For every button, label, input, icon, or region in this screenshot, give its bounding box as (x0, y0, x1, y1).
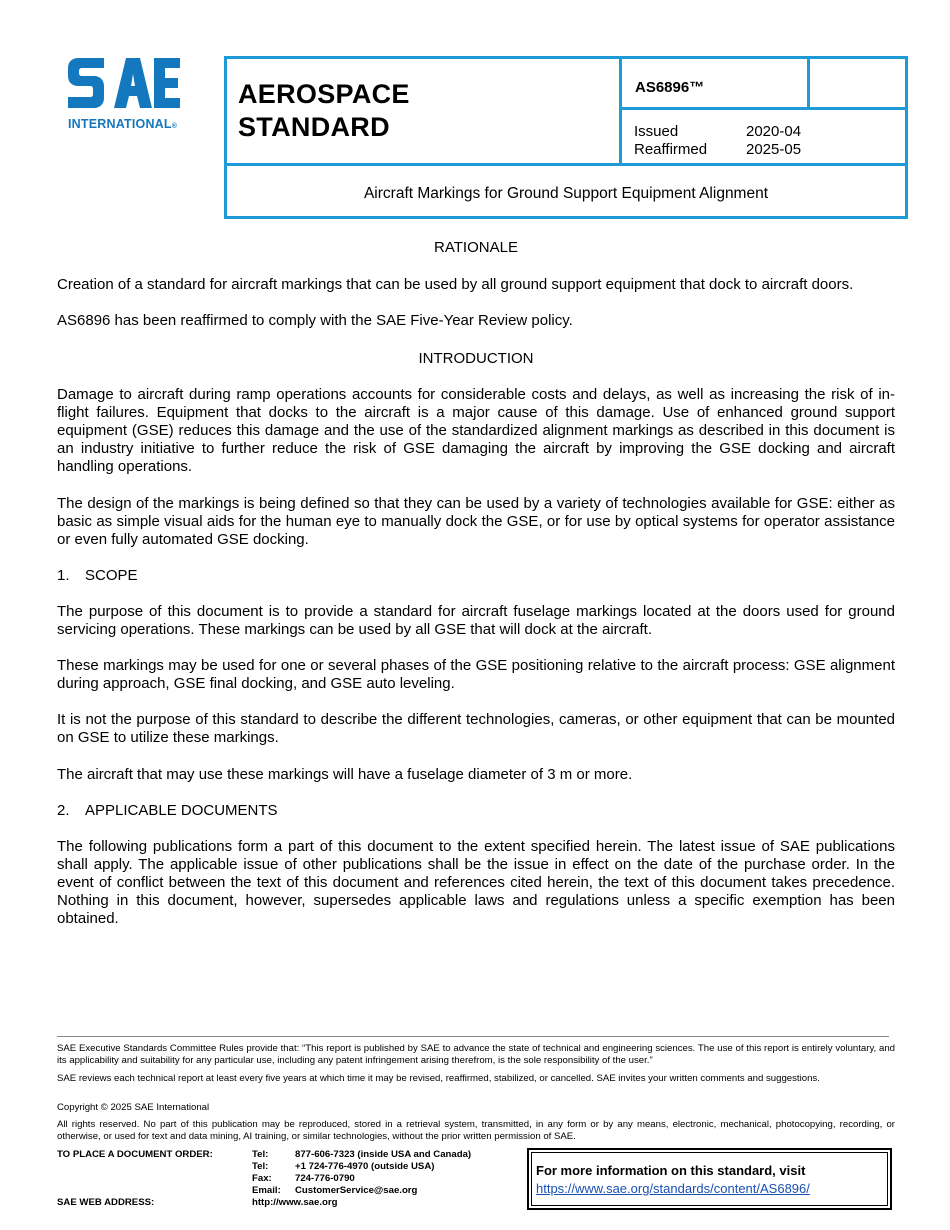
rationale-heading: RATIONALE (434, 239, 518, 256)
scope-paragraph: These markings may be used for one or several phases of the GSE positioning relative to the aircraft process: GSE alignment during approach, GSE final docking, and GSE auto leveling. (57, 657, 895, 692)
sae-logo (66, 54, 190, 134)
footer-rights-text: All rights reserved. No part of this publication may be reproduced, stored in a retrieval system, transmitted, in any form or by any means, electronic, mechanical, photocopying, recording, or otherwise, or used for text and data mining, AI training, or similar technologies, without the prior written permission of SAE. (57, 1119, 895, 1142)
sae-logo-mark (66, 54, 182, 112)
phone-usa[interactable]: 877-606-7323 (inside USA and Canada) (295, 1149, 472, 1160)
header-divider (807, 59, 810, 109)
sae-logo-subtitle: INTERNATIONAL® (68, 117, 178, 131)
rationale-paragraph: Creation of a standard for aircraft markings that can be used by all ground support equipment that dock to aircraft doors. (57, 276, 854, 293)
section-heading-scope: 1. SCOPE (57, 567, 138, 584)
order-label: TO PLACE A DOCUMENT ORDER: (57, 1149, 213, 1160)
footer-review-text: SAE reviews each technical report at least every five years at which time it may be revised, reaffirmed, stabilized, or cancelled. SAE invites your written comments and suggestions. (57, 1073, 820, 1084)
phone-international[interactable]: +1 724-776-4970 (outside USA) (295, 1161, 435, 1172)
introduction-heading: INTRODUCTION (418, 350, 534, 367)
section-heading-applicable-documents: 2. APPLICABLE DOCUMENTS (57, 802, 278, 819)
more-info-box (527, 1148, 892, 1210)
issued-label: Issued (634, 123, 679, 140)
header-divider (619, 107, 905, 110)
header-divider (619, 59, 622, 165)
reaffirmed-label: Reaffirmed (634, 141, 708, 158)
web-address-link[interactable]: http://www.sae.org (252, 1197, 338, 1208)
footer-rules-text: SAE Executive Standards Committee Rules provide that: “This report is published by SAE to advance the state of technical and engineering sciences. The use of this report is entirely voluntary, and its applicability and suitability for any particular use, including any patent infringement arising therefrom, is the sole responsibility of the user.” (57, 1043, 895, 1066)
header-divider (227, 163, 905, 166)
issue-dates (634, 123, 801, 159)
reaffirmed-value: 2025-05 (746, 141, 802, 158)
web-address-label: SAE WEB ADDRESS: (57, 1197, 155, 1208)
standard-info-link[interactable]: https://www.sae.org/standards/content/AS6896/ (536, 1181, 810, 1196)
document-subtitle: Aircraft Markings for Ground Support Equipment Alignment (363, 185, 769, 202)
document-number: AS6896™ (635, 79, 705, 96)
footer-copyright: Copyright © 2025 SAE International (57, 1102, 210, 1113)
issued-value: 2020-04 (746, 123, 802, 140)
footer-divider (57, 1036, 889, 1037)
scope-paragraph: The aircraft that may use these markings will have a fuselage diameter of 3 m or more. (57, 766, 633, 783)
more-info-title: For more information on this standard, visit (536, 1163, 806, 1178)
email-link[interactable]: CustomerService@sae.org (295, 1185, 418, 1196)
document-type-title: AEROSPACE STANDARD (238, 79, 410, 142)
document-header (224, 56, 908, 219)
applicable-paragraph: The following publications form a part of this document to the extent specified herein. The latest issue of SAE publications shall apply. The applicable issue of other publications shall be the issue in effect on the date of the purchase order. In the event of conflict between the text of this document and references cited herein, the text of this document takes precedence. Nothing in this document, however, supersedes applicable laws and regulations unless a specific exemption has been obtained. (57, 838, 895, 927)
introduction-paragraph: Damage to aircraft during ramp operations accounts for considerable costs and delays, as well as increasing the risk of in-flight failures. Equipment that docks to the aircraft is a major cause of this damage. Use of enhanced ground support equipment (GSE) reduces this damage and the use of the standardized alignment markings as described in this document is an industry initiative to further reduce the risk of GSE damaging the aircraft by improving the GSE docking and aircraft handling operations. (57, 386, 895, 475)
rationale-paragraph: AS6896 has been reaffirmed to comply with the SAE Five-Year Review policy. (57, 312, 573, 329)
scope-paragraph: The purpose of this document is to provide a standard for aircraft fuselage markings located at the doors used for ground servicing operations. These markings can be used by all GSE that will dock at the aircraft. (57, 603, 895, 638)
introduction-paragraph: The design of the markings is being defined so that they can be used by a variety of technologies available for GSE: either as basic as simple visual aids for the human eye to manually dock the GSE, or for use by optical systems for operator assistance or even fully automated GSE docking. (57, 495, 895, 548)
fax-number: 724-776-0790 (295, 1173, 355, 1184)
contact-info: Tel: 877-606-7323 (inside USA and Canada) Tel: +1 724-776-4970 (outside USA) Fax: 724-776-0790 Email: CustomerService@sae.org http://www.sae.org (252, 1149, 472, 1208)
scope-paragraph: It is not the purpose of this standard to describe the different technologies, cameras, or other equipment that can be mounted on GSE to utilize these markings. (57, 711, 895, 746)
